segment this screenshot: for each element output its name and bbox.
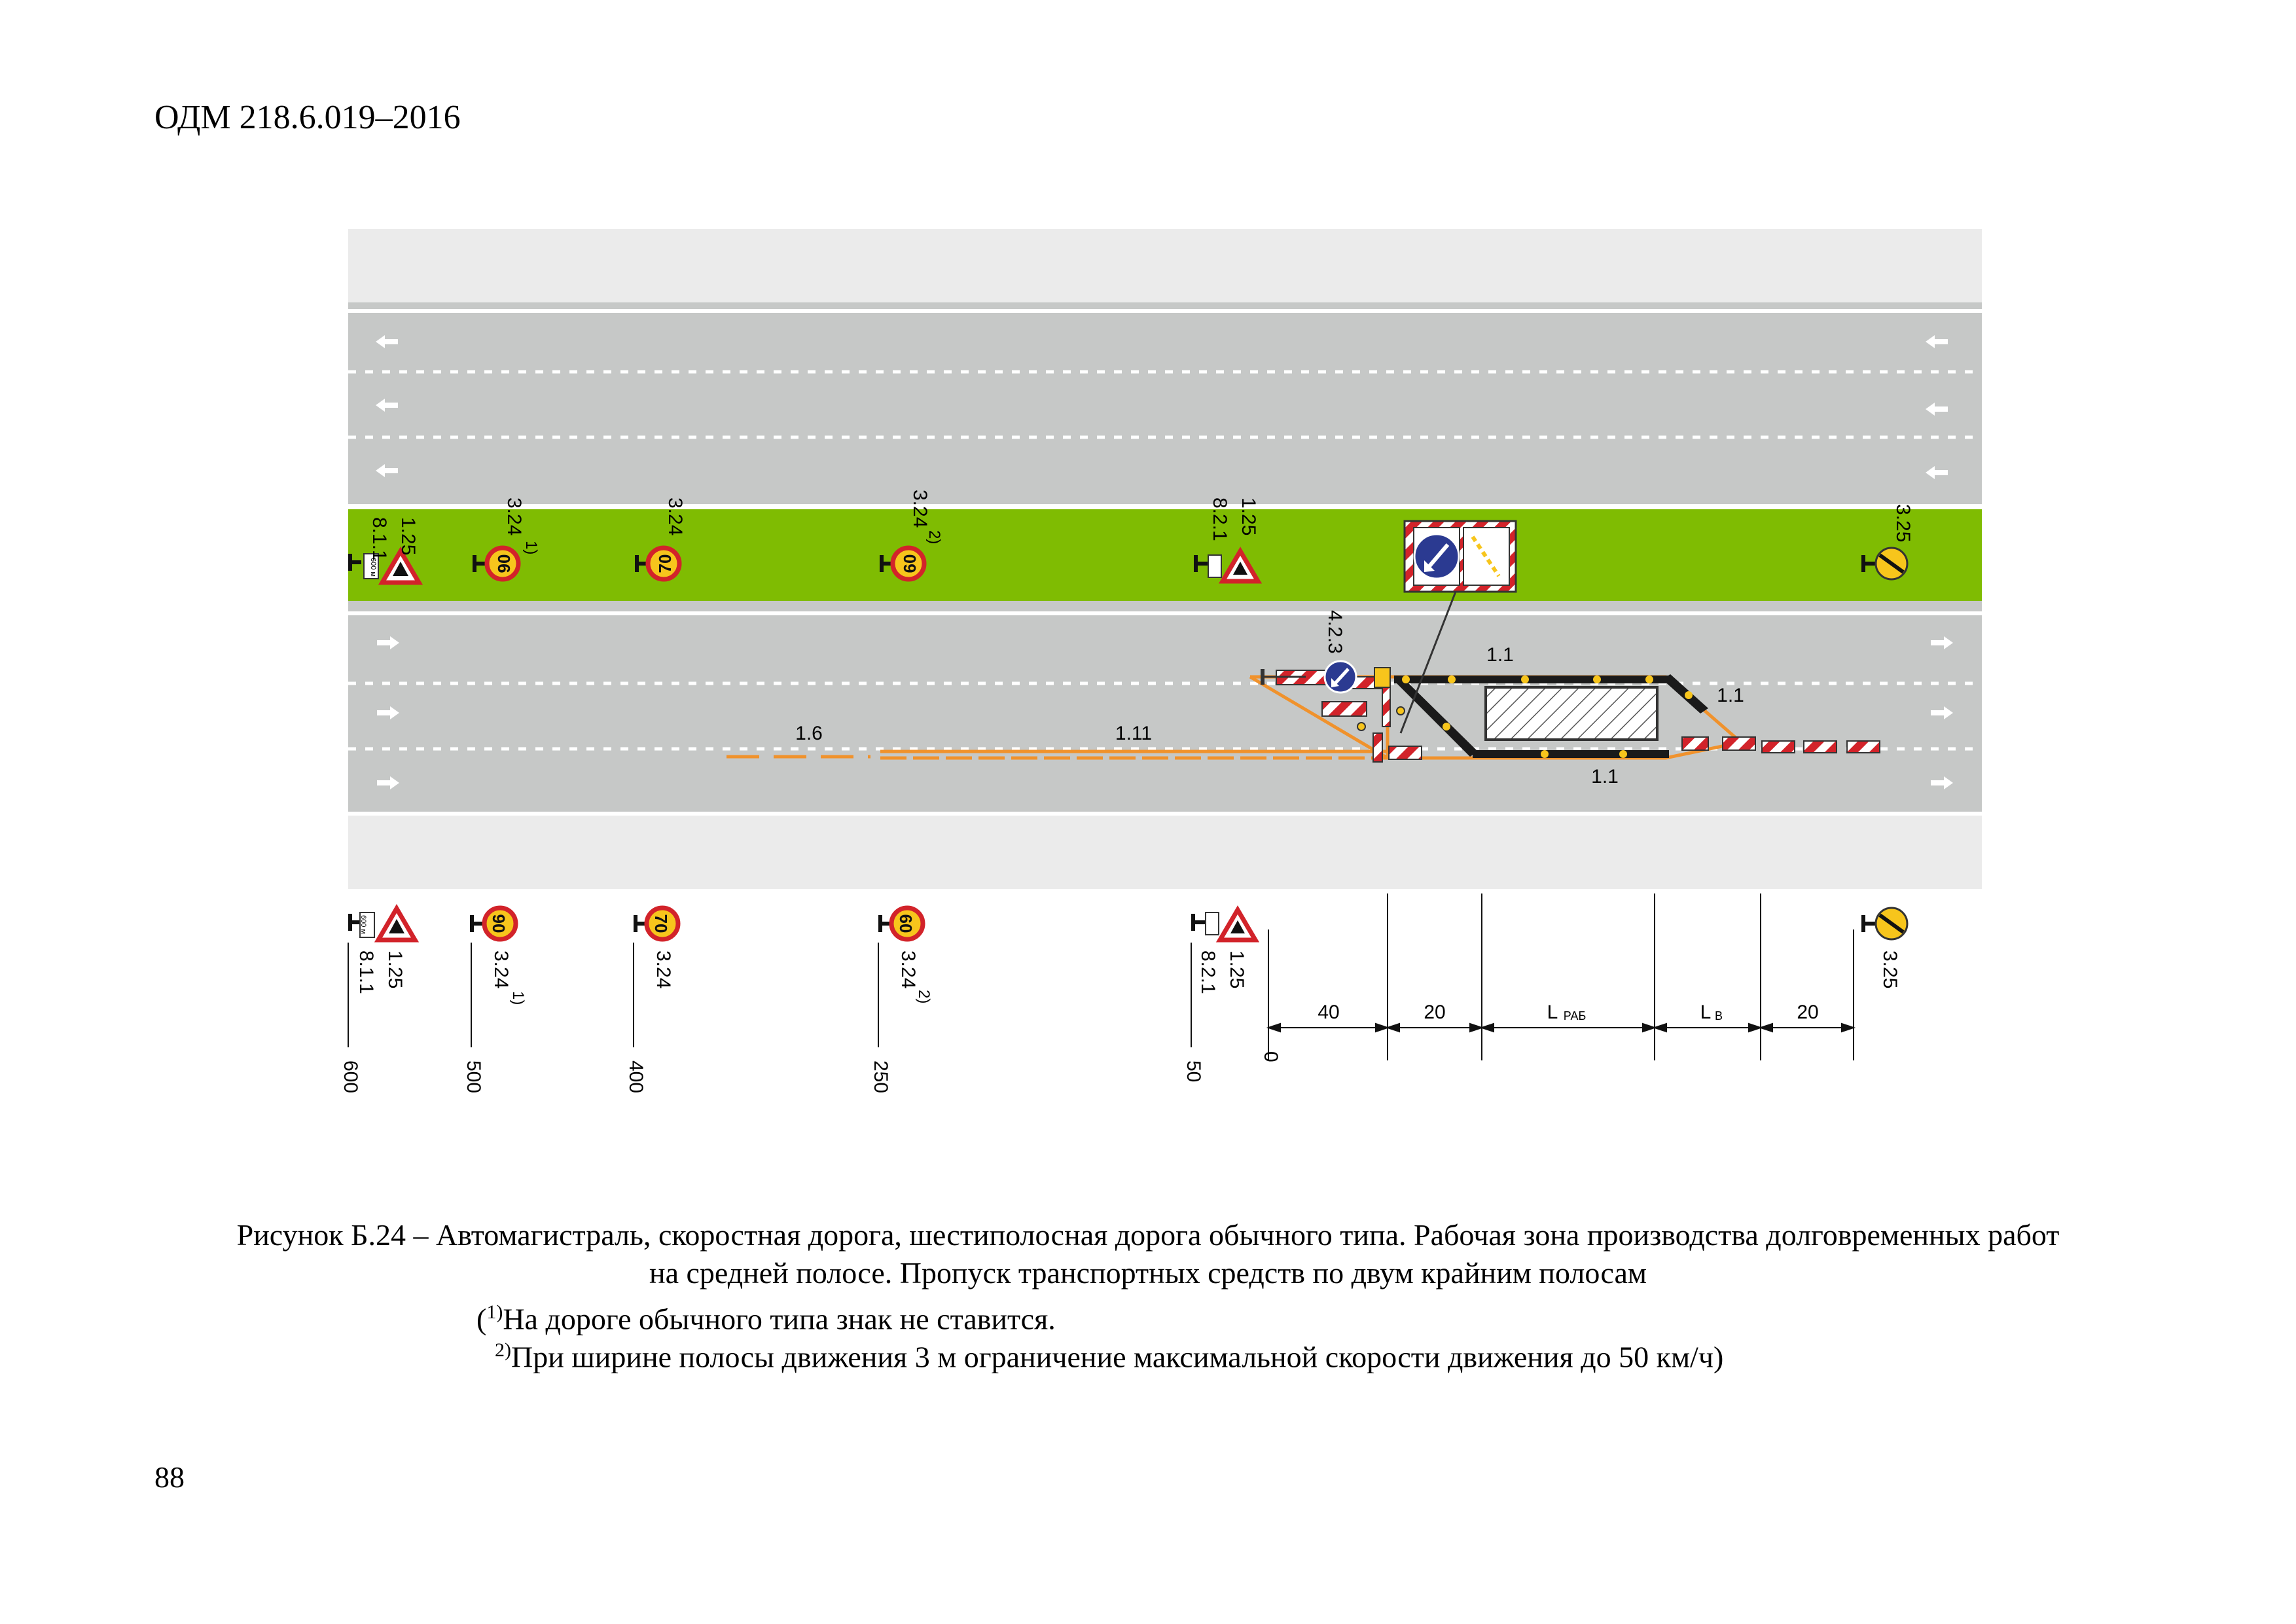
marking-1-1-right: 1.1 [1717, 685, 1744, 706]
svg-text:70: 70 [651, 914, 671, 933]
footnote-2-text: При ширине полосы движения 3 м ограничение максимальной скорости движения до 50 км/ч) [511, 1340, 1724, 1374]
bottom-sign4-sup: 2) [915, 990, 933, 1004]
top-sign1-code1: 1.25 [397, 517, 419, 556]
top-sign4-code: 3.24 [909, 490, 931, 528]
warning-board-icon [1405, 521, 1516, 592]
marking-1-11: 1.11 [1115, 723, 1153, 744]
dim-lv-sub: В [1714, 1009, 1723, 1022]
distance-ticks [348, 943, 1191, 1047]
footnote-2-mark: 2) [495, 1339, 511, 1361]
top-sign5-code2: 8.2.1 [1209, 497, 1230, 541]
top-sign6-code: 3.25 [1892, 504, 1914, 543]
bottom-shoulder [348, 816, 1982, 889]
top-sign2-sup: 1) [522, 541, 540, 555]
caption-line-1: Рисунок Б.24 – Автомагистраль, скоростная дорога, шестиполосная дорога обычного типа. Рабочая зона производства долговременных работ [236, 1218, 2060, 1252]
bottom-end-speed-limit-icon [1861, 908, 1907, 939]
work-area-hatched [1486, 687, 1657, 740]
top-sign3-code: 3.24 [664, 497, 686, 536]
bottom-sign5-code2: 8.2.1 [1197, 950, 1219, 994]
distance-250: 250 [870, 1060, 891, 1094]
footnote-1-open: ( [476, 1302, 487, 1336]
bottom-speed-limit-90-icon [470, 908, 516, 939]
upper-carriageway [348, 313, 1982, 504]
svg-text:90: 90 [489, 914, 509, 933]
dim-lrab-sub: РАБ [1563, 1009, 1587, 1022]
sign-4-2-3-label: 4.2.3 [1324, 610, 1346, 654]
distance-50: 50 [1183, 1060, 1204, 1083]
caption-line-2: на средней полосе. Пропуск транспортных средств по двум крайним полосам [649, 1256, 1647, 1290]
lower-carriageway [348, 615, 1982, 812]
dimension-extension-lines [1268, 893, 1854, 1060]
bottom-sign3-code: 3.24 [653, 950, 674, 989]
median-strip [348, 509, 1982, 601]
footnote-2 [495, 1331, 1723, 1376]
top-sign1-plate: 600 м [369, 558, 377, 577]
page-number: 88 [154, 1460, 185, 1494]
bottom-sign2-code: 3.24 [490, 950, 512, 989]
distance-400: 400 [625, 1060, 647, 1094]
svg-text:60: 60 [896, 914, 916, 933]
dim-lv-main: L [1700, 1001, 1712, 1023]
top-shoulder [348, 229, 1982, 302]
bottom-speed-limit-70-icon [634, 908, 678, 939]
dim-lv [1700, 1001, 1723, 1023]
footnote-1-mark: 1) [486, 1301, 503, 1323]
footnote-1-text: На дороге обычного типа знак не ставится. [503, 1302, 1056, 1336]
bottom-sign-5 [1191, 910, 1255, 940]
bottom-sign-1 [348, 909, 415, 940]
dim-lrab [1547, 1001, 1587, 1023]
marking-1-1-top: 1.1 [1486, 644, 1514, 666]
svg-text:60: 60 [900, 554, 920, 573]
top-sign4-sup: 2) [925, 530, 943, 545]
distance-0: 0 [1260, 1051, 1282, 1062]
dim-20-a: 20 [1424, 1001, 1446, 1023]
distance-500: 500 [463, 1060, 484, 1094]
bottom-sign4-code: 3.24 [897, 950, 919, 989]
dim-20-b: 20 [1797, 1001, 1819, 1023]
bottom-sign1-plate: 600 м [359, 915, 367, 934]
dimension-line [1268, 1024, 1854, 1032]
top-sign1-code2: 8.1.1 [368, 517, 390, 561]
top-sign2-code: 3.24 [503, 497, 525, 536]
dim-lrab-main: L [1547, 1001, 1558, 1023]
top-sign5-code1: 1.25 [1238, 497, 1259, 536]
dim-40: 40 [1318, 1001, 1340, 1023]
document-header: ОДМ 218.6.019–2016 [154, 99, 461, 136]
svg-text:90: 90 [494, 554, 514, 573]
bottom-sign1-code1: 1.25 [384, 950, 406, 989]
bottom-sign2-sup: 1) [509, 991, 527, 1005]
bottom-sign1-code2: 8.1.1 [355, 950, 377, 994]
bottom-sign6-code: 3.25 [1879, 950, 1901, 989]
marking-1-6: 1.6 [795, 723, 823, 744]
svg-text:70: 70 [655, 554, 675, 573]
bottom-sign5-code1: 1.25 [1226, 950, 1247, 989]
bottom-speed-limit-60-icon [878, 908, 923, 939]
figure-caption [131, 1216, 2165, 1292]
distance-600: 600 [340, 1060, 361, 1094]
marking-1-1-bottom: 1.1 [1591, 766, 1619, 787]
